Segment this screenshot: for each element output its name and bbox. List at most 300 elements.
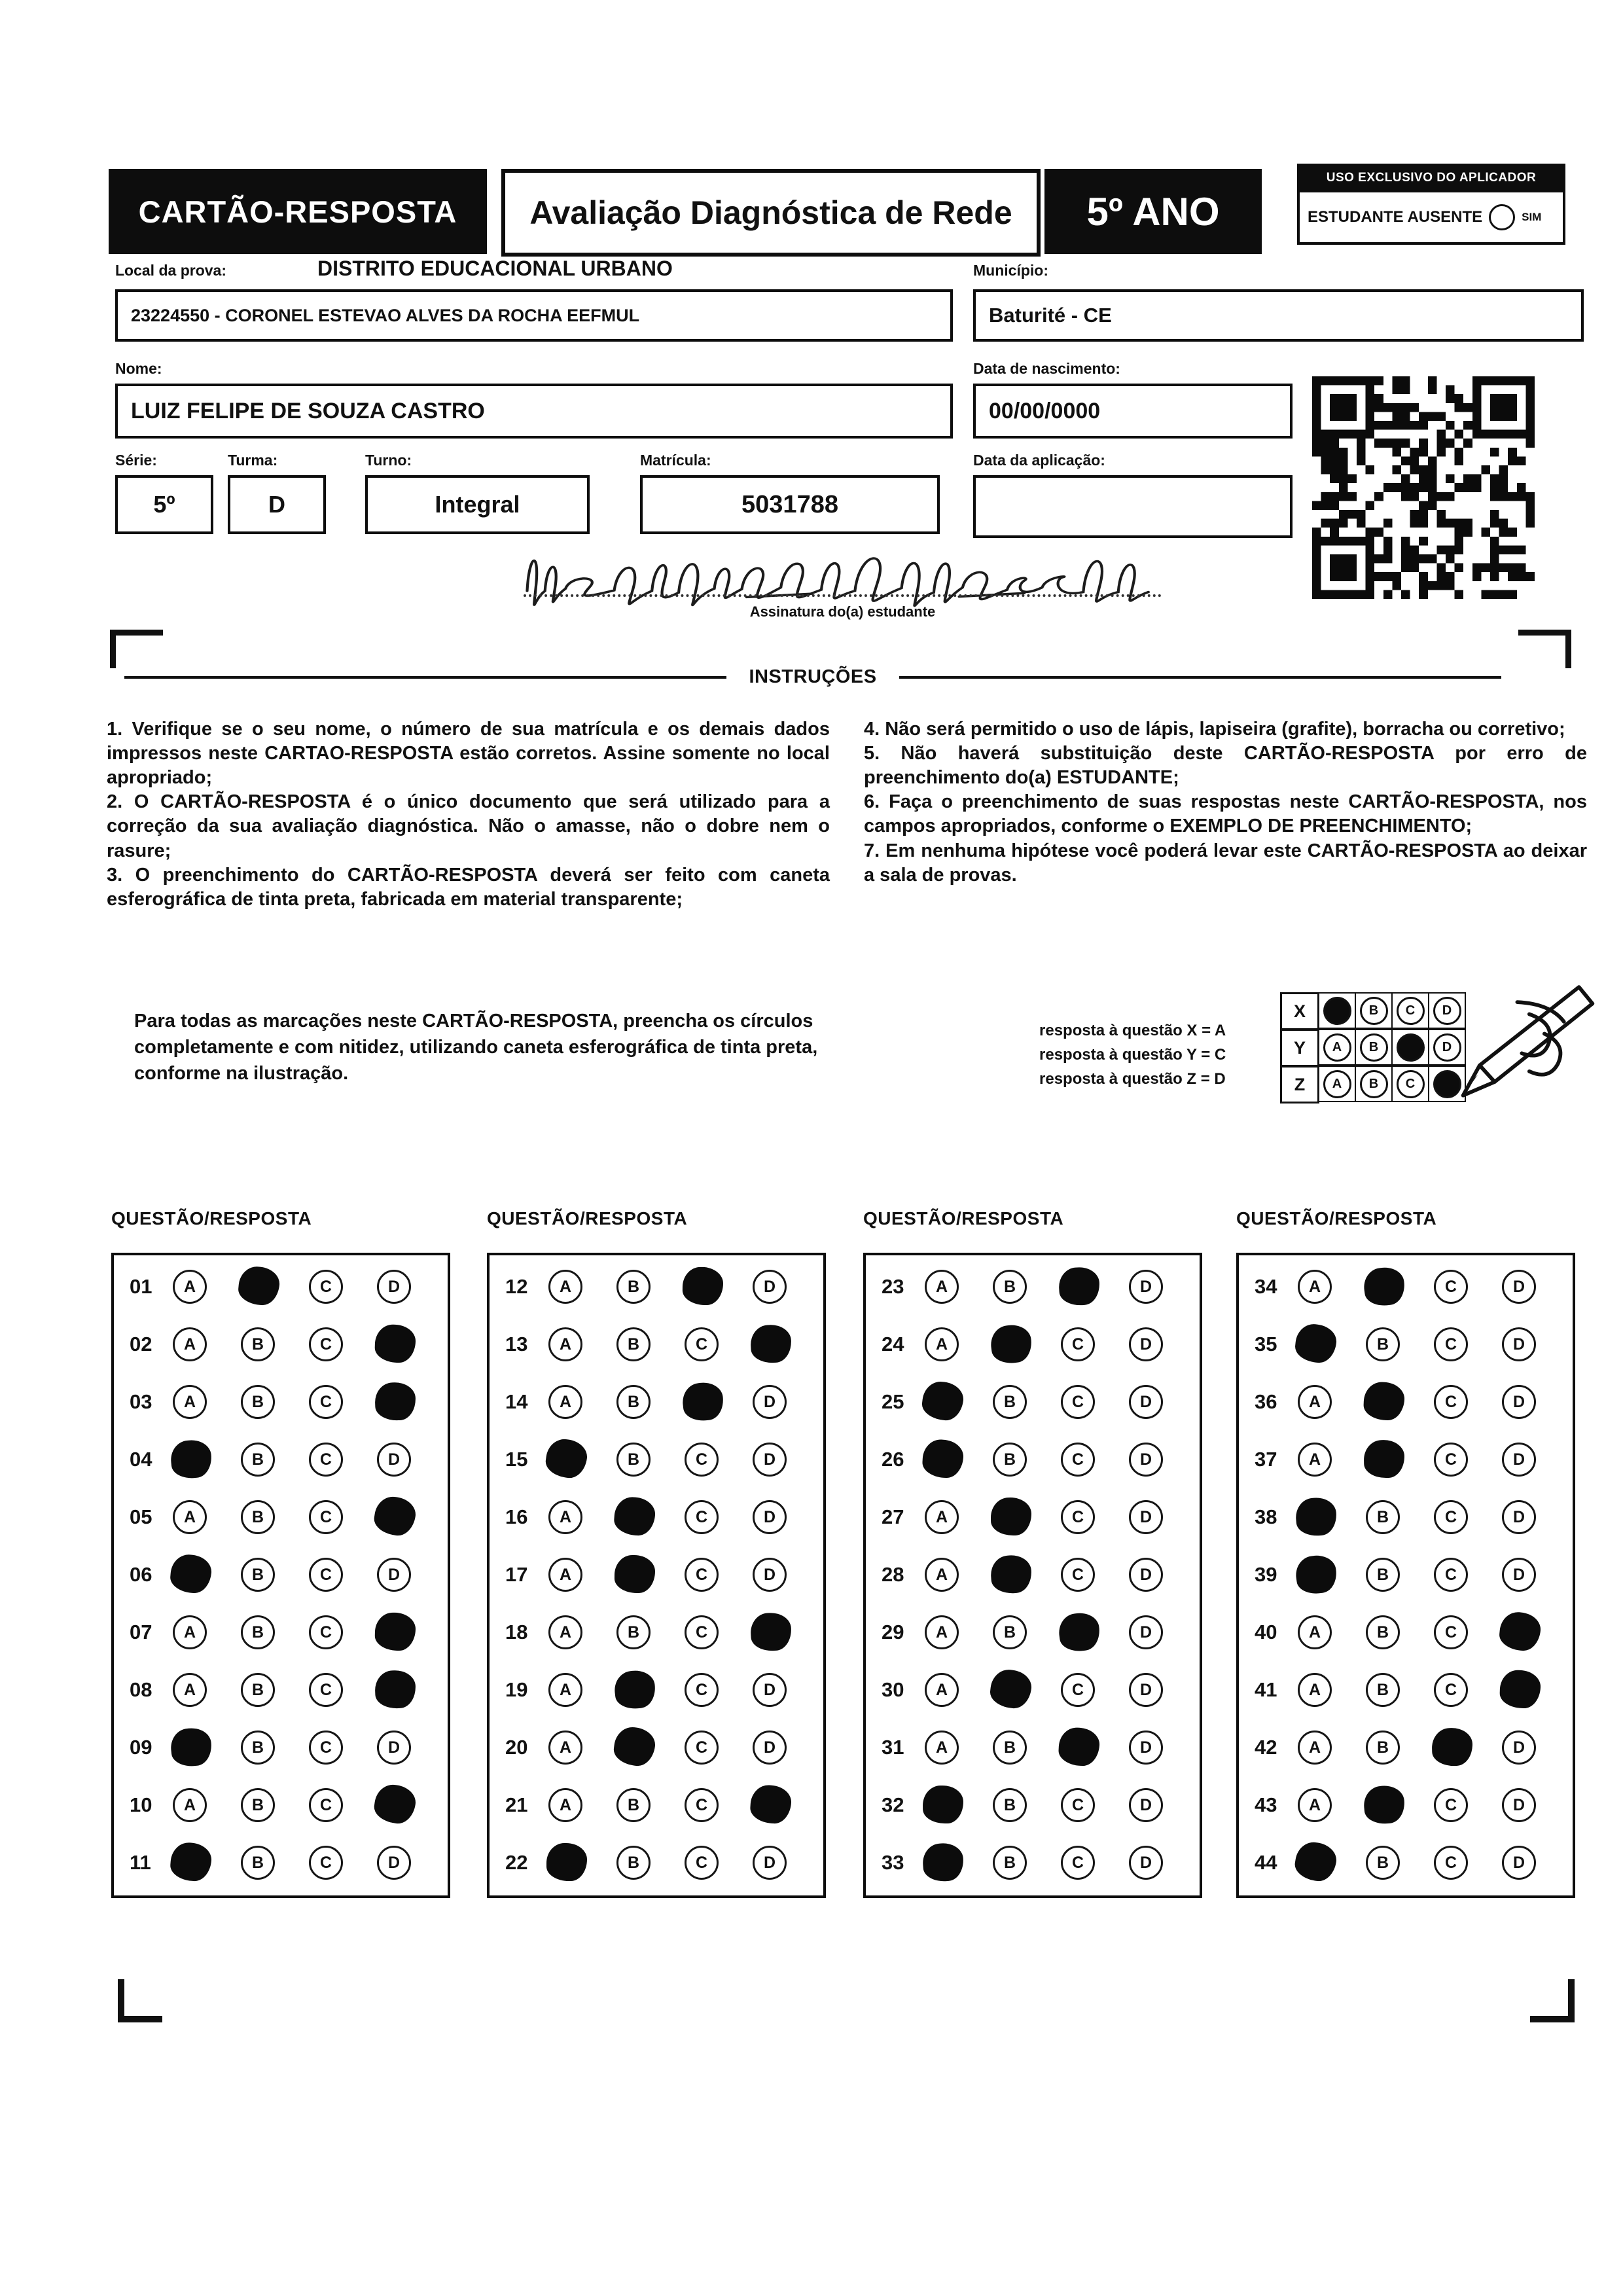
municipio-field: Baturité - CE [973,289,1584,342]
bubble-q17-option-d[interactable]: D [753,1558,787,1592]
question-number: 30 [882,1678,904,1701]
bubble-q39-option-a-marked[interactable] [1293,1552,1336,1596]
bubble-q18-option-b[interactable]: B [616,1615,651,1649]
answer-row [1239,1546,1573,1604]
bubble-q22-option-c[interactable]: C [685,1846,719,1880]
bubble-q08-option-c[interactable]: C [309,1673,343,1707]
bubble-q13-option-b[interactable]: B [616,1327,651,1361]
corner-bracket-bottom-right [1530,1979,1575,2022]
bubble-q29-option-b[interactable]: B [993,1615,1027,1649]
bubble-q18-option-a[interactable]: A [548,1615,582,1649]
bubble-q42-option-a[interactable]: A [1298,1731,1332,1765]
answer-row [490,1776,823,1834]
bubble-q43-option-c[interactable]: C [1434,1788,1468,1822]
bubble-q12-option-b[interactable]: B [616,1270,651,1304]
bubble-q19-option-b-marked[interactable] [613,1669,655,1712]
bubble-q03-option-d-marked[interactable] [376,1384,412,1420]
bubble-q20-option-c[interactable]: C [685,1731,719,1765]
example-bubble-c: C [1397,997,1425,1025]
example-bubble-a-filled [1323,997,1351,1025]
bubble-q09-option-d[interactable]: D [377,1731,411,1765]
answer-row [866,1661,1200,1719]
bubble-q41-option-b[interactable]: B [1366,1673,1400,1707]
bubble-q28-option-a[interactable]: A [925,1558,959,1592]
bubble-q36-option-b-marked[interactable] [1364,1383,1401,1420]
instruction-item: 3. O preenchimento do CARTÃO-RESPOSTA deverá ser feito com caneta esferográfica de tinta preta, fabricada em material transparente; [107,864,830,910]
bubble-q39-option-b[interactable]: B [1366,1558,1400,1592]
data-nascimento-field: 00/00/0000 [973,384,1293,439]
bubble-q36-option-d[interactable]: D [1502,1385,1536,1419]
question-number: 26 [882,1448,904,1471]
bubble-q05-option-c[interactable]: C [309,1500,343,1534]
bubble-q11-option-a-marked[interactable] [170,1843,210,1883]
bubble-q14-option-b[interactable]: B [616,1385,651,1419]
instructions-divider [124,666,1501,688]
answer-box-2 [487,1253,826,1898]
bubble-q20-option-d[interactable]: D [753,1731,787,1765]
example-bubble-b: B [1360,1070,1388,1098]
answer-row [1239,1719,1573,1776]
example-bubble-d: D [1433,997,1461,1025]
question-number: 42 [1255,1736,1277,1759]
bubble-q40-option-d-marked[interactable] [1498,1611,1539,1653]
bubble-q39-option-c[interactable]: C [1434,1558,1468,1592]
applicator-panel [1297,164,1565,245]
bubble-q21-option-c[interactable]: C [685,1788,719,1822]
serie-label: Série: [115,452,157,469]
bubble-q13-option-c[interactable]: C [685,1327,719,1361]
question-number: 39 [1255,1563,1277,1586]
bubble-q39-option-d[interactable]: D [1502,1558,1536,1592]
corner-bracket-top-right [1518,630,1571,668]
bubble-q34-option-c[interactable]: C [1434,1270,1468,1304]
instructions-title: INSTRUÇÕES [749,666,877,687]
bubble-q25-option-b[interactable]: B [993,1385,1027,1419]
bubble-q06-option-c[interactable]: C [309,1558,343,1592]
bubble-q07-option-d-marked[interactable] [376,1615,412,1651]
example-cell [1318,992,1356,1029]
bubble-q32-option-c[interactable]: C [1061,1788,1095,1822]
nome-label: Nome: [115,360,162,377]
bubble-q02-option-a[interactable]: A [173,1327,207,1361]
bubble-q15-option-d[interactable]: D [753,1443,787,1477]
bubble-q30-option-d[interactable]: D [1129,1673,1163,1707]
bubble-q42-option-c-marked[interactable] [1433,1729,1469,1766]
bubble-q07-option-b[interactable]: B [241,1615,275,1649]
bubble-q06-option-d[interactable]: D [377,1558,411,1592]
answer-row [114,1373,448,1431]
question-number: 01 [130,1275,152,1298]
example-cell [1391,1066,1429,1102]
example-grid [1281,994,1466,1103]
answer-row [866,1431,1200,1488]
bubble-q13-option-a[interactable]: A [548,1327,582,1361]
bubble-q40-option-a[interactable]: A [1298,1615,1332,1649]
grade-badge: 5º ANO [1044,169,1262,254]
bubble-q35-option-d[interactable]: D [1502,1327,1536,1361]
bubble-q37-option-d[interactable]: D [1502,1443,1536,1477]
question-number: 33 [882,1851,904,1874]
bubble-q19-option-a[interactable]: A [548,1673,582,1707]
bubble-q09-option-b[interactable]: B [241,1731,275,1765]
example-cell [1391,1029,1429,1066]
local-prova-label: Local da prova: [115,262,226,279]
answer-row [866,1604,1200,1661]
serie-field: 5º [115,475,213,534]
bubble-q25-option-d[interactable]: D [1129,1385,1163,1419]
instruction-item: 6. Faça o preenchimento de suas respostas neste CARTÃO-RESPOSTA, nos campos apropriados, conforme o EXEMPLO DE PREENCHIMENTO; [864,791,1587,837]
bubble-q14-option-a[interactable]: A [548,1385,582,1419]
student-absent-option: SIM [1522,211,1542,223]
example-bubble-a: A [1323,1070,1351,1098]
example-row-label: X [1280,992,1319,1030]
bubble-q38-option-d[interactable]: D [1502,1500,1536,1534]
bubble-q31-option-a[interactable]: A [925,1731,959,1765]
question-number: 23 [882,1275,904,1298]
bubble-q15-option-a-marked[interactable] [544,1438,587,1481]
bubble-q10-option-b[interactable]: B [241,1788,275,1822]
bubble-q17-option-b-marked[interactable] [616,1558,651,1592]
bubble-q22-option-d[interactable]: D [753,1846,787,1880]
bubble-q36-option-c[interactable]: C [1434,1385,1468,1419]
bubble-q04-option-c[interactable]: C [309,1443,343,1477]
answer-row [114,1776,448,1834]
bubble-q40-option-c[interactable]: C [1434,1615,1468,1649]
instruction-item: 2. O CARTÃO-RESPOSTA é o único documento que será utilizado para a correção da sua avaliação diagnóstica. Não o amasse, não o dobre nem o rasure; [107,791,830,861]
answer-row [866,1258,1200,1316]
bubble-q25-option-a-marked[interactable] [921,1381,963,1424]
bubble-q16-option-d[interactable]: D [753,1500,787,1534]
bubble-q24-option-b-marked[interactable] [988,1323,1031,1366]
answer-row [866,1316,1200,1373]
bubble-q09-option-c[interactable]: C [309,1731,343,1765]
bubble-q02-option-c[interactable]: C [309,1327,343,1361]
answer-row [490,1488,823,1546]
answer-row [114,1604,448,1661]
example-bubble-c-filled [1397,1033,1425,1062]
bubble-q43-option-b-marked[interactable] [1363,1785,1403,1825]
instructions-right-column [864,717,1587,888]
example-row-label: Y [1280,1029,1319,1067]
question-number: 40 [1255,1621,1277,1643]
bubble-q31-option-b[interactable]: B [993,1731,1027,1765]
bubble-q21-option-d-marked[interactable] [750,1785,789,1824]
example-legend-line: resposta à questão X = A [1039,1022,1226,1039]
bubble-q11-option-d[interactable]: D [377,1846,411,1880]
answer-row [866,1834,1200,1892]
example-row [1281,994,1466,1030]
bubble-q26-option-c[interactable]: C [1061,1443,1095,1477]
question-number: 13 [505,1333,528,1355]
bubble-q31-option-c-marked[interactable] [1059,1729,1097,1767]
bubble-q03-option-a[interactable]: A [173,1385,207,1419]
example-legend-line: resposta à questão Z = D [1039,1070,1226,1088]
bubble-q02-option-d-marked[interactable] [376,1326,412,1363]
local-prova-value: DISTRITO EDUCACIONAL URBANO [317,257,673,280]
question-number: 19 [505,1678,528,1701]
answer-row [114,1546,448,1604]
bubble-q05-option-d-marked[interactable] [372,1495,416,1539]
bubble-q23-option-c-marked[interactable] [1058,1267,1097,1306]
question-number: 12 [505,1275,528,1298]
example-row [1281,1067,1466,1103]
question-number: 27 [882,1505,904,1528]
bubble-q18-option-d-marked[interactable] [751,1613,789,1652]
question-number: 20 [505,1736,528,1759]
example-row [1281,1030,1466,1067]
bubble-q38-option-a-marked[interactable] [1294,1497,1335,1537]
bubble-q26-option-d[interactable]: D [1129,1443,1163,1477]
answer-column-header-2: QUESTÃO/RESPOSTA [487,1208,688,1229]
bubble-q44-option-c[interactable]: C [1434,1846,1468,1880]
bubble-q14-option-c-marked[interactable] [681,1381,722,1423]
bubble-q37-option-a[interactable]: A [1298,1443,1332,1477]
bubble-q24-option-c[interactable]: C [1061,1327,1095,1361]
bubble-q11-option-c[interactable]: C [309,1846,343,1880]
example-legend [1039,1018,1281,1092]
bubble-q17-option-c[interactable]: C [685,1558,719,1592]
bubble-q16-option-a[interactable]: A [548,1500,582,1534]
bubble-q14-option-d[interactable]: D [753,1385,787,1419]
bubble-q08-option-a[interactable]: A [173,1673,207,1707]
question-number: 17 [505,1563,528,1586]
bubble-q42-option-b[interactable]: B [1366,1731,1400,1765]
answer-column-header-1: QUESTÃO/RESPOSTA [111,1208,312,1229]
student-absent-bubble[interactable] [1489,204,1515,230]
bubble-q24-option-d[interactable]: D [1129,1327,1163,1361]
question-number: 44 [1255,1851,1277,1874]
bubble-q01-option-b-marked[interactable] [238,1266,278,1307]
bubble-q27-option-a[interactable]: A [925,1500,959,1534]
answer-row [490,1431,823,1488]
bubble-q05-option-b[interactable]: B [241,1500,275,1534]
question-number: 03 [130,1390,152,1413]
bubble-q35-option-a-marked[interactable] [1294,1323,1336,1365]
bubble-q04-option-a-marked[interactable] [169,1439,210,1480]
question-number: 21 [505,1793,528,1816]
bubble-q16-option-b-marked[interactable] [614,1498,653,1537]
bubble-q08-option-b[interactable]: B [241,1673,275,1707]
bubble-q26-option-a-marked[interactable] [923,1441,961,1479]
answer-row [1239,1834,1573,1892]
turno-field: Integral [365,475,590,534]
bubble-q27-option-b-marked[interactable] [993,1500,1027,1535]
bubble-q41-option-c[interactable]: C [1434,1673,1468,1707]
corner-bracket-bottom-left [118,1979,162,2022]
answer-row [114,1431,448,1488]
question-number: 07 [130,1621,152,1643]
bubble-q30-option-a[interactable]: A [925,1673,959,1707]
bubble-q03-option-b[interactable]: B [241,1385,275,1419]
question-number: 08 [130,1678,152,1701]
example-bubble-d: D [1433,1033,1461,1062]
bubble-q20-option-b-marked[interactable] [612,1726,655,1769]
bubble-q24-option-a[interactable]: A [925,1327,959,1361]
instruction-item: 1. Verifique se o seu nome, o número de sua matrícula e os demais dados impressos neste CARTAO-RESPOSTA estão corretos. Assine somente no local apropriado; [107,719,830,789]
bubble-q23-option-d[interactable]: D [1129,1270,1163,1304]
example-legend-line: resposta à questão Y = C [1039,1046,1226,1064]
answer-row [490,1719,823,1776]
bubble-q03-option-c[interactable]: C [309,1385,343,1419]
bubble-q34-option-d[interactable]: D [1502,1270,1536,1304]
bubble-q18-option-c[interactable]: C [685,1615,719,1649]
bubble-q04-option-b[interactable]: B [241,1443,275,1477]
bubble-q06-option-b[interactable]: B [241,1558,275,1592]
data-nascimento-label: Data de nascimento: [973,360,1120,377]
answer-row [866,1776,1200,1834]
bubble-q32-option-d[interactable]: D [1129,1788,1163,1822]
bubble-q26-option-b[interactable]: B [993,1443,1027,1477]
answer-row [1239,1776,1573,1834]
answer-row [114,1719,448,1776]
bubble-q43-option-d[interactable]: D [1502,1788,1536,1822]
bubble-q34-option-b-marked[interactable] [1361,1265,1405,1309]
question-number: 16 [505,1505,528,1528]
bubble-q41-option-d-marked[interactable] [1501,1672,1537,1708]
bubble-q23-option-a[interactable]: A [925,1270,959,1304]
bubble-q33-option-a-marked[interactable] [922,1843,962,1883]
answer-row [1239,1661,1573,1719]
example-bubble-a: A [1323,1033,1351,1062]
bubble-q21-option-a[interactable]: A [548,1788,582,1822]
bubble-q34-option-a[interactable]: A [1298,1270,1332,1304]
answer-box-1 [111,1253,450,1898]
answer-row [490,1316,823,1373]
bubble-q44-option-a-marked[interactable] [1293,1840,1337,1885]
bubble-q20-option-a[interactable]: A [548,1731,582,1765]
bubble-q28-option-c[interactable]: C [1061,1558,1095,1592]
bubble-q33-option-b[interactable]: B [993,1846,1027,1880]
question-number: 32 [882,1793,904,1816]
bubble-q19-option-d[interactable]: D [753,1673,787,1707]
bubble-q12-option-c-marked[interactable] [684,1269,719,1304]
exam-title: Avaliação Diagnóstica de Rede [501,169,1041,257]
bubble-q36-option-a[interactable]: A [1298,1385,1332,1419]
bubble-q16-option-c[interactable]: C [685,1500,719,1534]
answer-row [490,1546,823,1604]
bubble-q06-option-a-marked[interactable] [169,1554,210,1595]
answer-row [114,1258,448,1316]
answer-row [114,1661,448,1719]
bubble-q28-option-b-marked[interactable] [990,1555,1029,1594]
bubble-q43-option-a[interactable]: A [1298,1788,1332,1822]
bubble-q25-option-c[interactable]: C [1061,1385,1095,1419]
bubble-q44-option-d[interactable]: D [1502,1846,1536,1880]
bubble-q33-option-d[interactable]: D [1129,1846,1163,1880]
bubble-q21-option-b[interactable]: B [616,1788,651,1822]
answer-row [1239,1258,1573,1316]
matricula-field: 5031788 [640,475,940,534]
bubble-q38-option-b[interactable]: B [1366,1500,1400,1534]
bubble-q37-option-c[interactable]: C [1434,1443,1468,1477]
bubble-q01-option-d[interactable]: D [377,1270,411,1304]
nome-field: LUIZ FELIPE DE SOUZA CASTRO [115,384,953,439]
question-number: 02 [130,1333,152,1355]
question-number: 10 [130,1793,152,1816]
answer-row [1239,1316,1573,1373]
instruction-item: 4. Não será permitido o uso de lápis, lapiseira (grafite), borracha ou corretivo; [864,719,1565,740]
bubble-q22-option-b[interactable]: B [616,1846,651,1880]
question-number: 37 [1255,1448,1277,1471]
bubble-q13-option-d-marked[interactable] [751,1325,789,1363]
bubble-q31-option-d[interactable]: D [1129,1731,1163,1765]
bubble-q12-option-a[interactable]: A [548,1270,582,1304]
question-number: 43 [1255,1793,1277,1816]
bubble-q23-option-b[interactable]: B [993,1270,1027,1304]
bubble-q11-option-b[interactable]: B [241,1846,275,1880]
bubble-q02-option-b[interactable]: B [241,1327,275,1361]
bubble-q32-option-b[interactable]: B [993,1788,1027,1822]
bubble-q17-option-a[interactable]: A [548,1558,582,1592]
bubble-q12-option-d[interactable]: D [753,1270,787,1304]
answer-row [1239,1604,1573,1661]
bubble-q10-option-a[interactable]: A [173,1788,207,1822]
bubble-q01-option-c[interactable]: C [309,1270,343,1304]
bubble-q10-option-d-marked[interactable] [372,1784,416,1827]
example-cell [1391,992,1429,1029]
bubble-q05-option-a[interactable]: A [173,1500,207,1534]
bubble-q07-option-a[interactable]: A [173,1615,207,1649]
bubble-q22-option-a-marked[interactable] [548,1846,582,1880]
example-row-label: Z [1280,1066,1319,1103]
municipio-label: Município: [973,262,1048,279]
bubble-q42-option-d[interactable]: D [1502,1731,1536,1765]
data-aplicacao-field [973,475,1293,538]
bubble-q07-option-c[interactable]: C [309,1615,343,1649]
bubble-q28-option-d[interactable]: D [1129,1558,1163,1592]
answer-row [490,1834,823,1892]
bubble-q29-option-a[interactable]: A [925,1615,959,1649]
bubble-q09-option-a-marked[interactable] [169,1727,211,1768]
bubble-q29-option-c-marked[interactable] [1056,1611,1099,1654]
answer-box-3 [863,1253,1202,1898]
answer-row [866,1546,1200,1604]
bubble-q35-option-b[interactable]: B [1366,1327,1400,1361]
bubble-q01-option-a[interactable]: A [173,1270,207,1304]
bubble-q27-option-c[interactable]: C [1061,1500,1095,1534]
bubble-q15-option-b[interactable]: B [616,1443,651,1477]
answer-row [866,1373,1200,1431]
bubble-q19-option-c[interactable]: C [685,1673,719,1707]
bubble-q40-option-b[interactable]: B [1366,1615,1400,1649]
bubble-q35-option-c[interactable]: C [1434,1327,1468,1361]
hand-pen-illustration [1445,974,1596,1115]
bubble-q33-option-c[interactable]: C [1061,1846,1095,1880]
bubble-q27-option-d[interactable]: D [1129,1500,1163,1534]
bubble-q38-option-c[interactable]: C [1434,1500,1468,1534]
bubble-q29-option-d[interactable]: D [1129,1615,1163,1649]
bubble-q30-option-b-marked[interactable] [989,1669,1031,1711]
example-cell [1355,1066,1393,1102]
bubble-q08-option-d-marked[interactable] [375,1671,412,1708]
question-number: 35 [1255,1333,1277,1355]
bubble-q10-option-c[interactable]: C [309,1788,343,1822]
bubble-q37-option-b-marked[interactable] [1365,1442,1401,1478]
answer-row [490,1373,823,1431]
answer-row [1239,1431,1573,1488]
bubble-q30-option-c[interactable]: C [1061,1673,1095,1707]
corner-bracket-top-left [110,630,163,668]
bubble-q44-option-b[interactable]: B [1366,1846,1400,1880]
bubble-q32-option-a-marked[interactable] [924,1787,959,1823]
question-number: 18 [505,1621,528,1643]
question-number: 41 [1255,1678,1277,1701]
bubble-q41-option-a[interactable]: A [1298,1673,1332,1707]
applicator-bar-title: USO EXCLUSIVO DO APLICADOR [1297,164,1565,192]
answer-row [114,1488,448,1546]
bubble-q15-option-c[interactable]: C [685,1443,719,1477]
bubble-q04-option-d[interactable]: D [377,1443,411,1477]
